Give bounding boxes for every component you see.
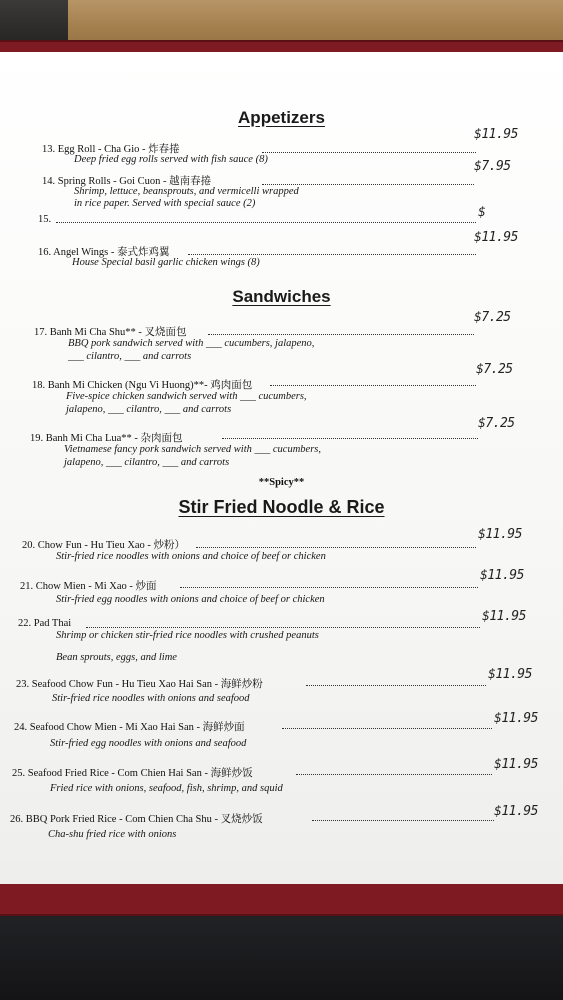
item-price: $11.95 <box>494 804 538 819</box>
section-title-noodles: Stir Fried Noodle & Rice <box>178 497 385 517</box>
leader-dots <box>270 385 476 386</box>
item-name: 20. Chow Fun - Hu Tieu Xao - 炒粉） <box>22 540 186 551</box>
item-description: jalapeno, ___ cilantro, ___ and carrots <box>66 404 232 415</box>
item-price: $11.95 <box>480 568 524 583</box>
item-description: Cha-shu fried rice with onions <box>48 829 177 840</box>
item-description: jalapeno, ___ cilantro, ___ and carrots <box>64 457 230 468</box>
item-name: 17. Banh Mi Cha Shu** - 叉烧面包 <box>34 327 187 338</box>
item-name: 24. Seafood Chow Mien - Mi Xao Hai San - 海鲜炒面 <box>14 722 245 733</box>
item-name: 13. Egg Roll - Cha Gio - 炸春捲 <box>42 144 180 155</box>
leader-dots <box>196 547 476 548</box>
item-name: 26. BBQ Pork Fried Rice - Com Chien Cha Shu - 叉烧炒饭 <box>10 814 263 825</box>
item-description: Shrimp or chicken stir-fried rice noodles with crushed peanuts <box>56 630 319 641</box>
item-description: in rice paper. Served with special sauce (2) <box>74 198 256 209</box>
item-description: Bean sprouts, eggs, and lime <box>56 652 177 663</box>
item-price: $7.25 <box>474 310 511 325</box>
item-description: Deep fried egg rolls served with fish sauce (8) <box>74 154 268 165</box>
item-name: 23. Seafood Chow Fun - Hu Tieu Xao Hai San - 海鲜炒粉 <box>16 679 263 690</box>
item-description: Shrimp, lettuce, beansprouts, and vermicelli wrapped <box>74 186 299 197</box>
leader-dots <box>262 152 476 153</box>
item-description: Five-spice chicken sandwich served with ___ cucumbers, <box>66 391 307 402</box>
item-price: $11.95 <box>482 609 526 624</box>
leader-dots <box>86 627 480 628</box>
item-description: Stir-fried rice noodles with onions and seafood <box>52 693 250 704</box>
item-name: 14. Spring Rolls - Goi Cuon - 越南春捲 <box>42 176 212 187</box>
item-name: 16. Angel Wings - 泰式炸鸡翼 <box>38 247 170 258</box>
item-description: Vietnamese fancy pork sandwich served with ___ cucumbers, <box>64 444 321 455</box>
leader-dots <box>296 774 492 775</box>
floor-shadow <box>0 905 563 1000</box>
item-name: 22. Pad Thai <box>18 618 72 629</box>
item-name: 18. Banh Mi Chicken (Ngu Vi Huong)**- 鸡肉面包 <box>32 380 253 391</box>
item-description: BBQ pork sandwich served with ___ cucumbers, jalapeno, <box>68 338 315 349</box>
leader-dots <box>282 728 492 729</box>
item-price: $11.95 <box>488 667 532 682</box>
item-name: 15. <box>38 214 52 225</box>
item-price: $7.95 <box>474 159 511 174</box>
item-description: House Special basil garlic chicken wings (8) <box>72 257 260 268</box>
item-price: $11.95 <box>494 757 538 772</box>
spicy-note: **Spicy** <box>258 477 305 488</box>
item-price: $11.95 <box>474 230 518 245</box>
leader-dots <box>312 820 494 821</box>
item-price: $11.95 <box>478 527 522 542</box>
item-name: 25. Seafood Fried Rice - Com Chien Hai San - 海鲜炒饭 <box>12 768 253 779</box>
item-price: $11.95 <box>474 127 518 142</box>
item-price: $7.25 <box>476 362 513 377</box>
leader-dots <box>180 587 478 588</box>
item-description: Fried rice with onions, seafood, fish, shrimp, and squid <box>50 783 283 794</box>
leader-dots <box>222 438 478 439</box>
leader-dots <box>56 222 476 223</box>
leader-dots <box>208 334 474 335</box>
item-description: Stir-fried egg noodles with onions and choice of beef or chicken <box>56 594 325 605</box>
item-description: ___ cilantro, ___ and carrots <box>68 351 192 362</box>
item-price: $ <box>478 205 486 220</box>
item-description: Stir-fried egg noodles with onions and seafood <box>50 738 247 749</box>
item-price: $11.95 <box>494 711 538 726</box>
item-name: 21. Chow Mien - Mi Xao - 炒面 <box>20 581 157 592</box>
leader-dots <box>262 184 474 185</box>
faded-logo-watermark <box>262 68 507 251</box>
leader-dots <box>306 685 486 686</box>
item-name: 19. Banh Mi Cha Lua** - 杂肉面包 <box>30 433 183 444</box>
section-title-sandwiches: Sandwiches <box>232 287 331 306</box>
item-description: Stir-fried rice noodles with onions and choice of beef or chicken <box>56 551 326 562</box>
section-title-appetizers: Appetizers <box>238 108 325 127</box>
item-price: $7.25 <box>478 416 515 431</box>
leader-dots <box>188 254 476 255</box>
